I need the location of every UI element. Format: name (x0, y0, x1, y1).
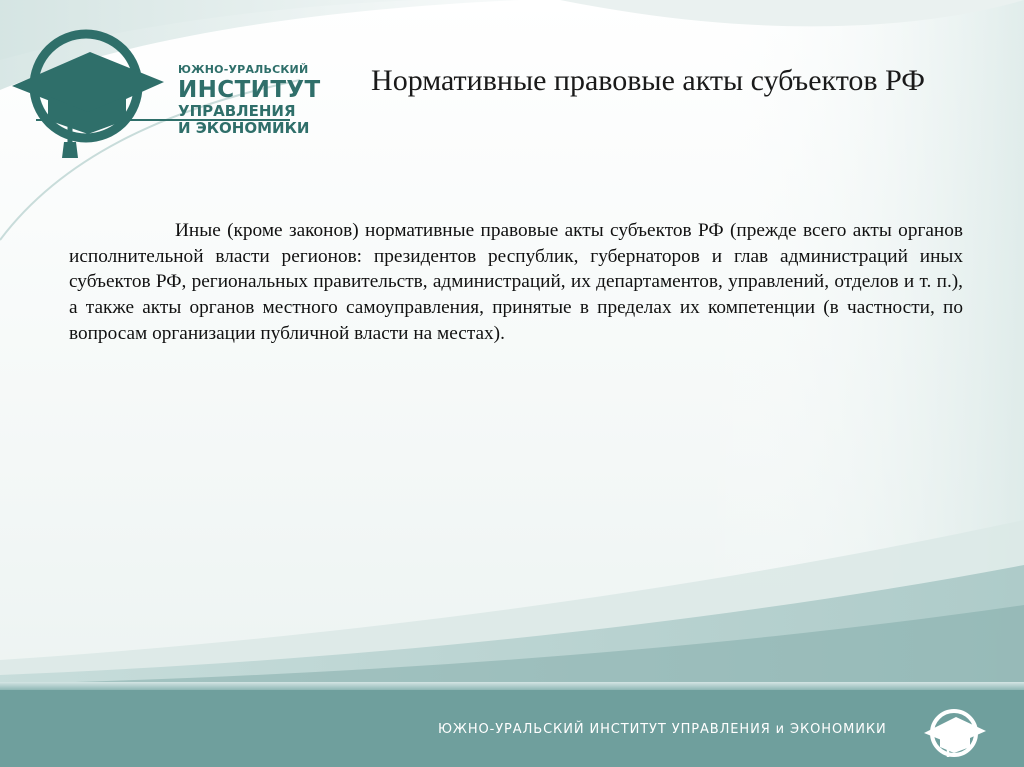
logo-line-3: УПРАВЛЕНИЯ (178, 102, 296, 120)
slide-body-text: Иные (кроме законов) нормативные правовые акты субъектов РФ (прежде всего акты органов исполнительной власти регионов: президентов республик, губернаторов и глав администраций иных субъектов РФ, региональных правительств, администраций, их департаментов, управлений, отделов и т. п.), а также акты органов местного самоуправления, принятые в пределах их компетенции (в частности, по вопросам организации публичной власти на местах). (69, 220, 963, 344)
background-photo (0, 380, 1024, 690)
logo-line-4: И ЭКОНОМИКИ (178, 119, 310, 137)
institute-logo (8, 24, 321, 164)
footer-stripe (0, 682, 1024, 690)
graduation-cap-globe-icon (924, 703, 988, 761)
logo-line-2: ИНСТИТУТ (178, 77, 321, 103)
slide-title: Нормативные правовые акты субъектов РФ (371, 64, 925, 97)
footer-institute-name: ЮЖНО-УРАЛЬСКИЙ ИНСТИТУТ УПРАВЛЕНИЯ и ЭКОНОМИКИ (438, 722, 887, 737)
logo-line-1: ЮЖНО-УРАЛЬСКИЙ (178, 63, 309, 76)
